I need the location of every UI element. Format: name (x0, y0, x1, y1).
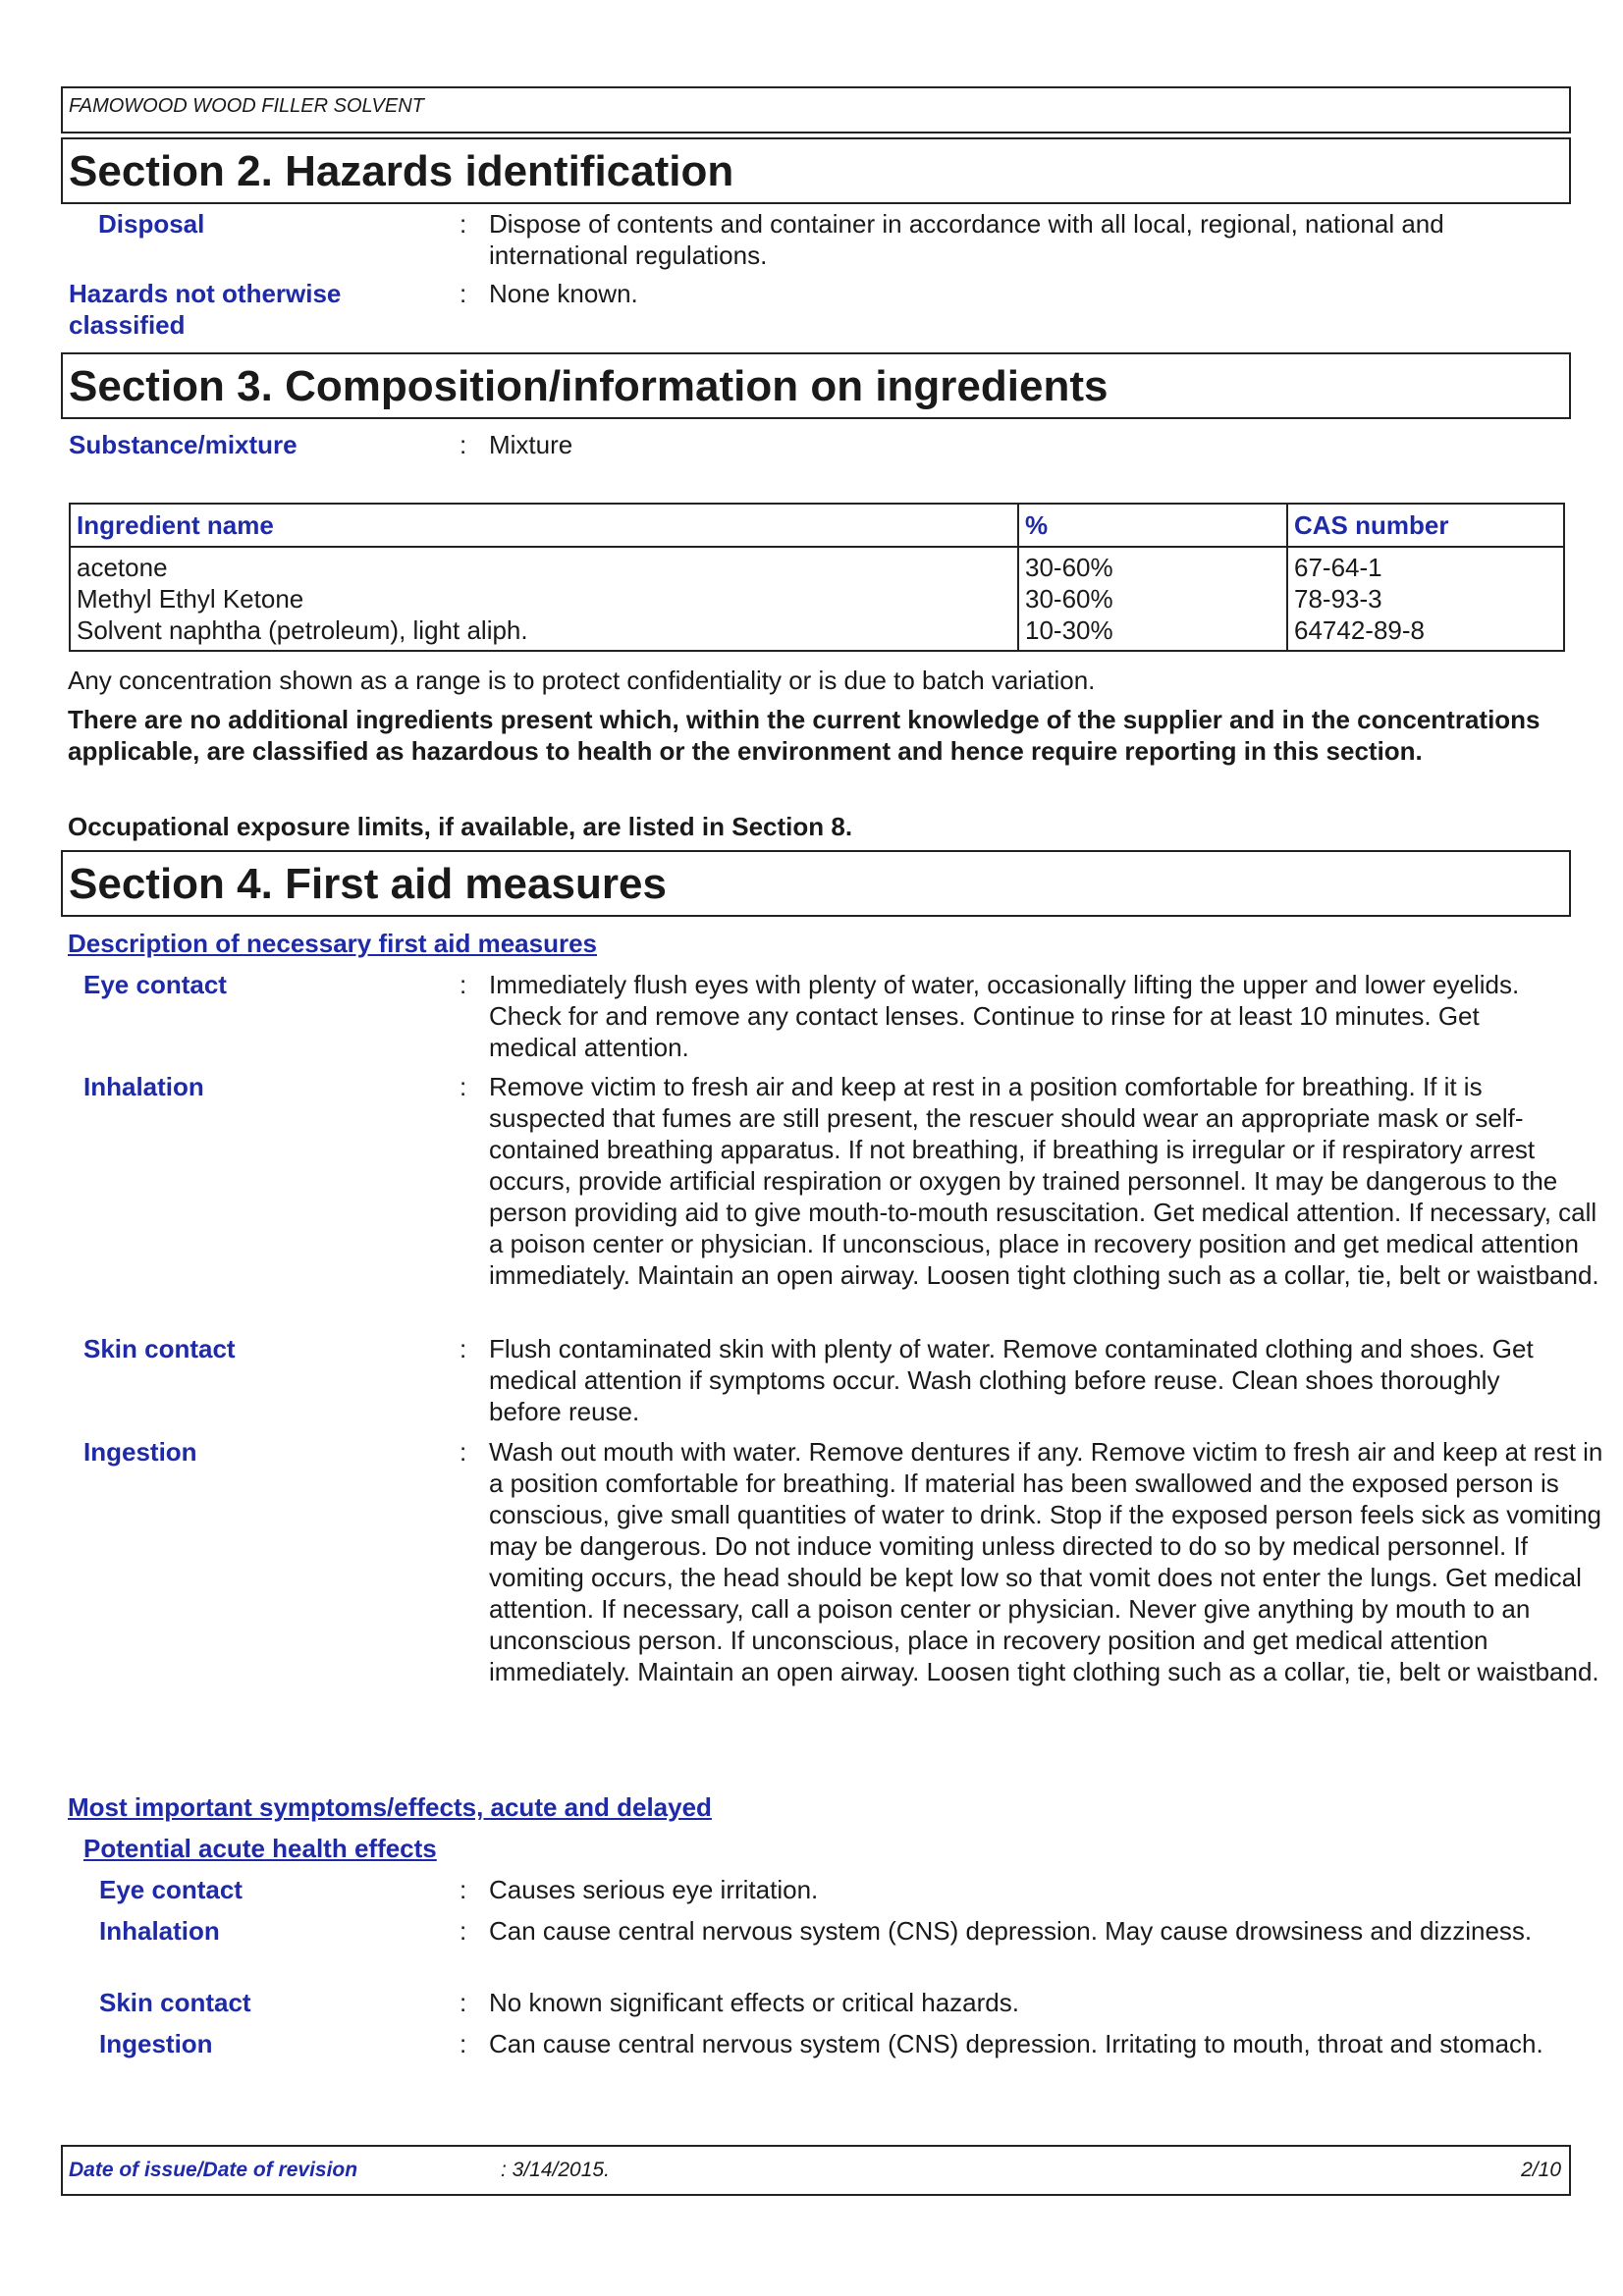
ingredient-percent: 10-30% (1025, 615, 1113, 645)
colon: : (460, 209, 467, 239)
table-row (70, 547, 1564, 651)
ingredient-name: Solvent naphtha (petroleum), light aliph. (77, 615, 528, 645)
inhalation-label: Inhalation (83, 1072, 204, 1101)
col-ingredient-name: Ingredient name (70, 504, 1018, 547)
ingredient-percents-cell (1018, 547, 1287, 651)
colon: : (460, 970, 467, 999)
skin-contact-row (61, 1333, 1573, 1431)
inhalation-value: Remove victim to fresh air and keep at rest in a position comfortable for breathing. If it is suspected that fumes are still present, the rescuer should wear an appropriate mask or self-contained breathing apparatus. If not breathing, if breathing is irregular or if respiratory arrest occurs, provide artificial respiration or oxygen by trained personnel. It may be dangerous to the person providing aid to give mouth-to-mouth resuscitation. Get medical attention. If necessary, call a poison center or physician. If unconscious, place in recovery position and get medical attention immediately. Maintain an open airway. Loosen tight clothing such as a collar, tie, belt or waistband. (489, 1072, 1599, 1290)
disposal-row (61, 208, 1573, 270)
ingredient-name: acetone (77, 553, 168, 582)
footer-date-value: : 3/14/2015. (501, 2159, 610, 2181)
acute-eye-value: Causes serious eye irritation. (489, 1875, 819, 1904)
acute-ingestion-label: Ingestion (99, 2029, 213, 2058)
ingredient-names-cell (70, 547, 1018, 651)
colon: : (460, 1072, 467, 1101)
acute-inhalation-label: Inhalation (99, 1916, 220, 1946)
substance-label: Substance/mixture (69, 430, 298, 459)
colon: : (460, 279, 467, 308)
ingredient-cas: 78-93-3 (1294, 584, 1382, 614)
ingredient-cas: 67-64-1 (1294, 553, 1382, 582)
col-cas-number: CAS number (1287, 504, 1564, 547)
table-header-row (70, 504, 1564, 547)
symptoms-heading: Most important symptoms/effects, acute and delayed (68, 1792, 712, 1822)
section-3-title: Section 3. Composition/information on ingredients (61, 352, 1571, 419)
col-percent: % (1018, 504, 1287, 547)
acute-inhalation-value: Can cause central nervous system (CNS) depression. May cause drowsiness and dizziness. (489, 1916, 1533, 1946)
colon: : (460, 1875, 467, 1904)
ingestion-row (61, 1436, 1603, 1760)
ingredient-name: Methyl Ethyl Ketone (77, 584, 304, 614)
hnoc-row (61, 278, 1573, 341)
skin-contact-value: Flush contaminated skin with plenty of water. Remove contaminated clothing and shoes. Get medical attention if symptoms occur. Wash clothing before reuse. Clean shoes thoroughly before reuse. (489, 1334, 1534, 1426)
colon: : (460, 1916, 467, 1946)
footer-page-number: 2/10 (1521, 2159, 1561, 2181)
hnoc-value: None known. (489, 279, 638, 308)
acute-eye-label: Eye contact (99, 1875, 243, 1904)
first-aid-description-heading: Description of necessary first aid measures (68, 929, 598, 958)
section-4-title: Section 4. First aid measures (61, 850, 1571, 917)
footer-date-label: Date of issue/Date of revision (69, 2159, 358, 2181)
ingestion-value: Wash out mouth with water. Remove dentures if any. Remove victim to fresh air and keep at rest in a position comfortable for breathing. If material has been swallowed and the exposed person is conscious, give small quantities of water to drink. Stop if the exposed person feels sick as vomiting may be dangerous. Do not induce vomiting unless directed to do so by medical personnel. If vomiting occurs, the head should be kept low so that vomit does not enter the lungs. Get medical attention. If necessary, call a poison center or physician. Never give anything by mouth to an unconscious person. If unconscious, place in recovery position and get medical attention immediately. Maintain an open airway. Loosen tight clothing such as a collar, tie, belt or waistband. (489, 1437, 1603, 1686)
acute-ingestion-value: Can cause central nervous system (CNS) depression. Irritating to mouth, throat and stomach. (489, 2029, 1543, 2058)
skin-contact-label: Skin contact (83, 1334, 236, 1363)
acute-inhalation-row (61, 1915, 1573, 1980)
substance-value: Mixture (489, 430, 573, 459)
colon: : (460, 1437, 467, 1467)
acute-skin-value: No known significant effects or critical hazards. (489, 1988, 1019, 2017)
oel-note: Occupational exposure limits, if available, are listed in Section 8. (68, 812, 853, 841)
range-note: Any concentration shown as a range is to protect confidentiality or is due to batch variation. (68, 666, 1096, 695)
ingredients-table (69, 503, 1565, 652)
acute-effects-heading: Potential acute health effects (83, 1834, 437, 1863)
ingestion-label: Ingestion (83, 1437, 197, 1467)
substance-row (61, 429, 1573, 462)
eye-contact-row (61, 969, 1573, 1067)
acute-skin-row (61, 1987, 1573, 2020)
colon: : (460, 430, 467, 459)
ingredient-percent: 30-60% (1025, 553, 1113, 582)
colon: : (460, 1988, 467, 2017)
acute-eye-row (61, 1874, 1573, 1907)
hnoc-label: Hazards not otherwise classified (69, 279, 342, 340)
colon: : (460, 1334, 467, 1363)
product-header (61, 86, 1571, 133)
acute-skin-label: Skin contact (99, 1988, 251, 2017)
disposal-label: Disposal (98, 209, 205, 239)
disposal-value: Dispose of contents and container in accordance with all local, regional, national and international regulations. (489, 209, 1444, 270)
ingredient-cas-cell (1287, 547, 1564, 651)
colon: : (460, 2029, 467, 2058)
acute-ingestion-row (61, 2028, 1573, 2093)
eye-contact-value: Immediately flush eyes with plenty of water, occasionally lifting the upper and lower eyelids. Check for and remove any contact lenses. Continue to rinse for at least 10 minutes. Get medical attention. (489, 970, 1520, 1062)
ingredient-cas: 64742-89-8 (1294, 615, 1425, 645)
section-2-title: Section 2. Hazards identification (61, 137, 1571, 204)
page-footer (61, 2145, 1571, 2196)
inhalation-row (61, 1071, 1599, 1328)
eye-contact-label: Eye contact (83, 970, 227, 999)
product-name: FAMOWOOD WOOD FILLER SOLVENT (69, 95, 424, 117)
additional-ingredients-note: There are no additional ingredients present which, within the current knowledge of the supplier and in the concentrations applicable, are classified as hazardous to health or the environment and hence require reporting in this section. (68, 705, 1541, 766)
ingredient-percent: 30-60% (1025, 584, 1113, 614)
